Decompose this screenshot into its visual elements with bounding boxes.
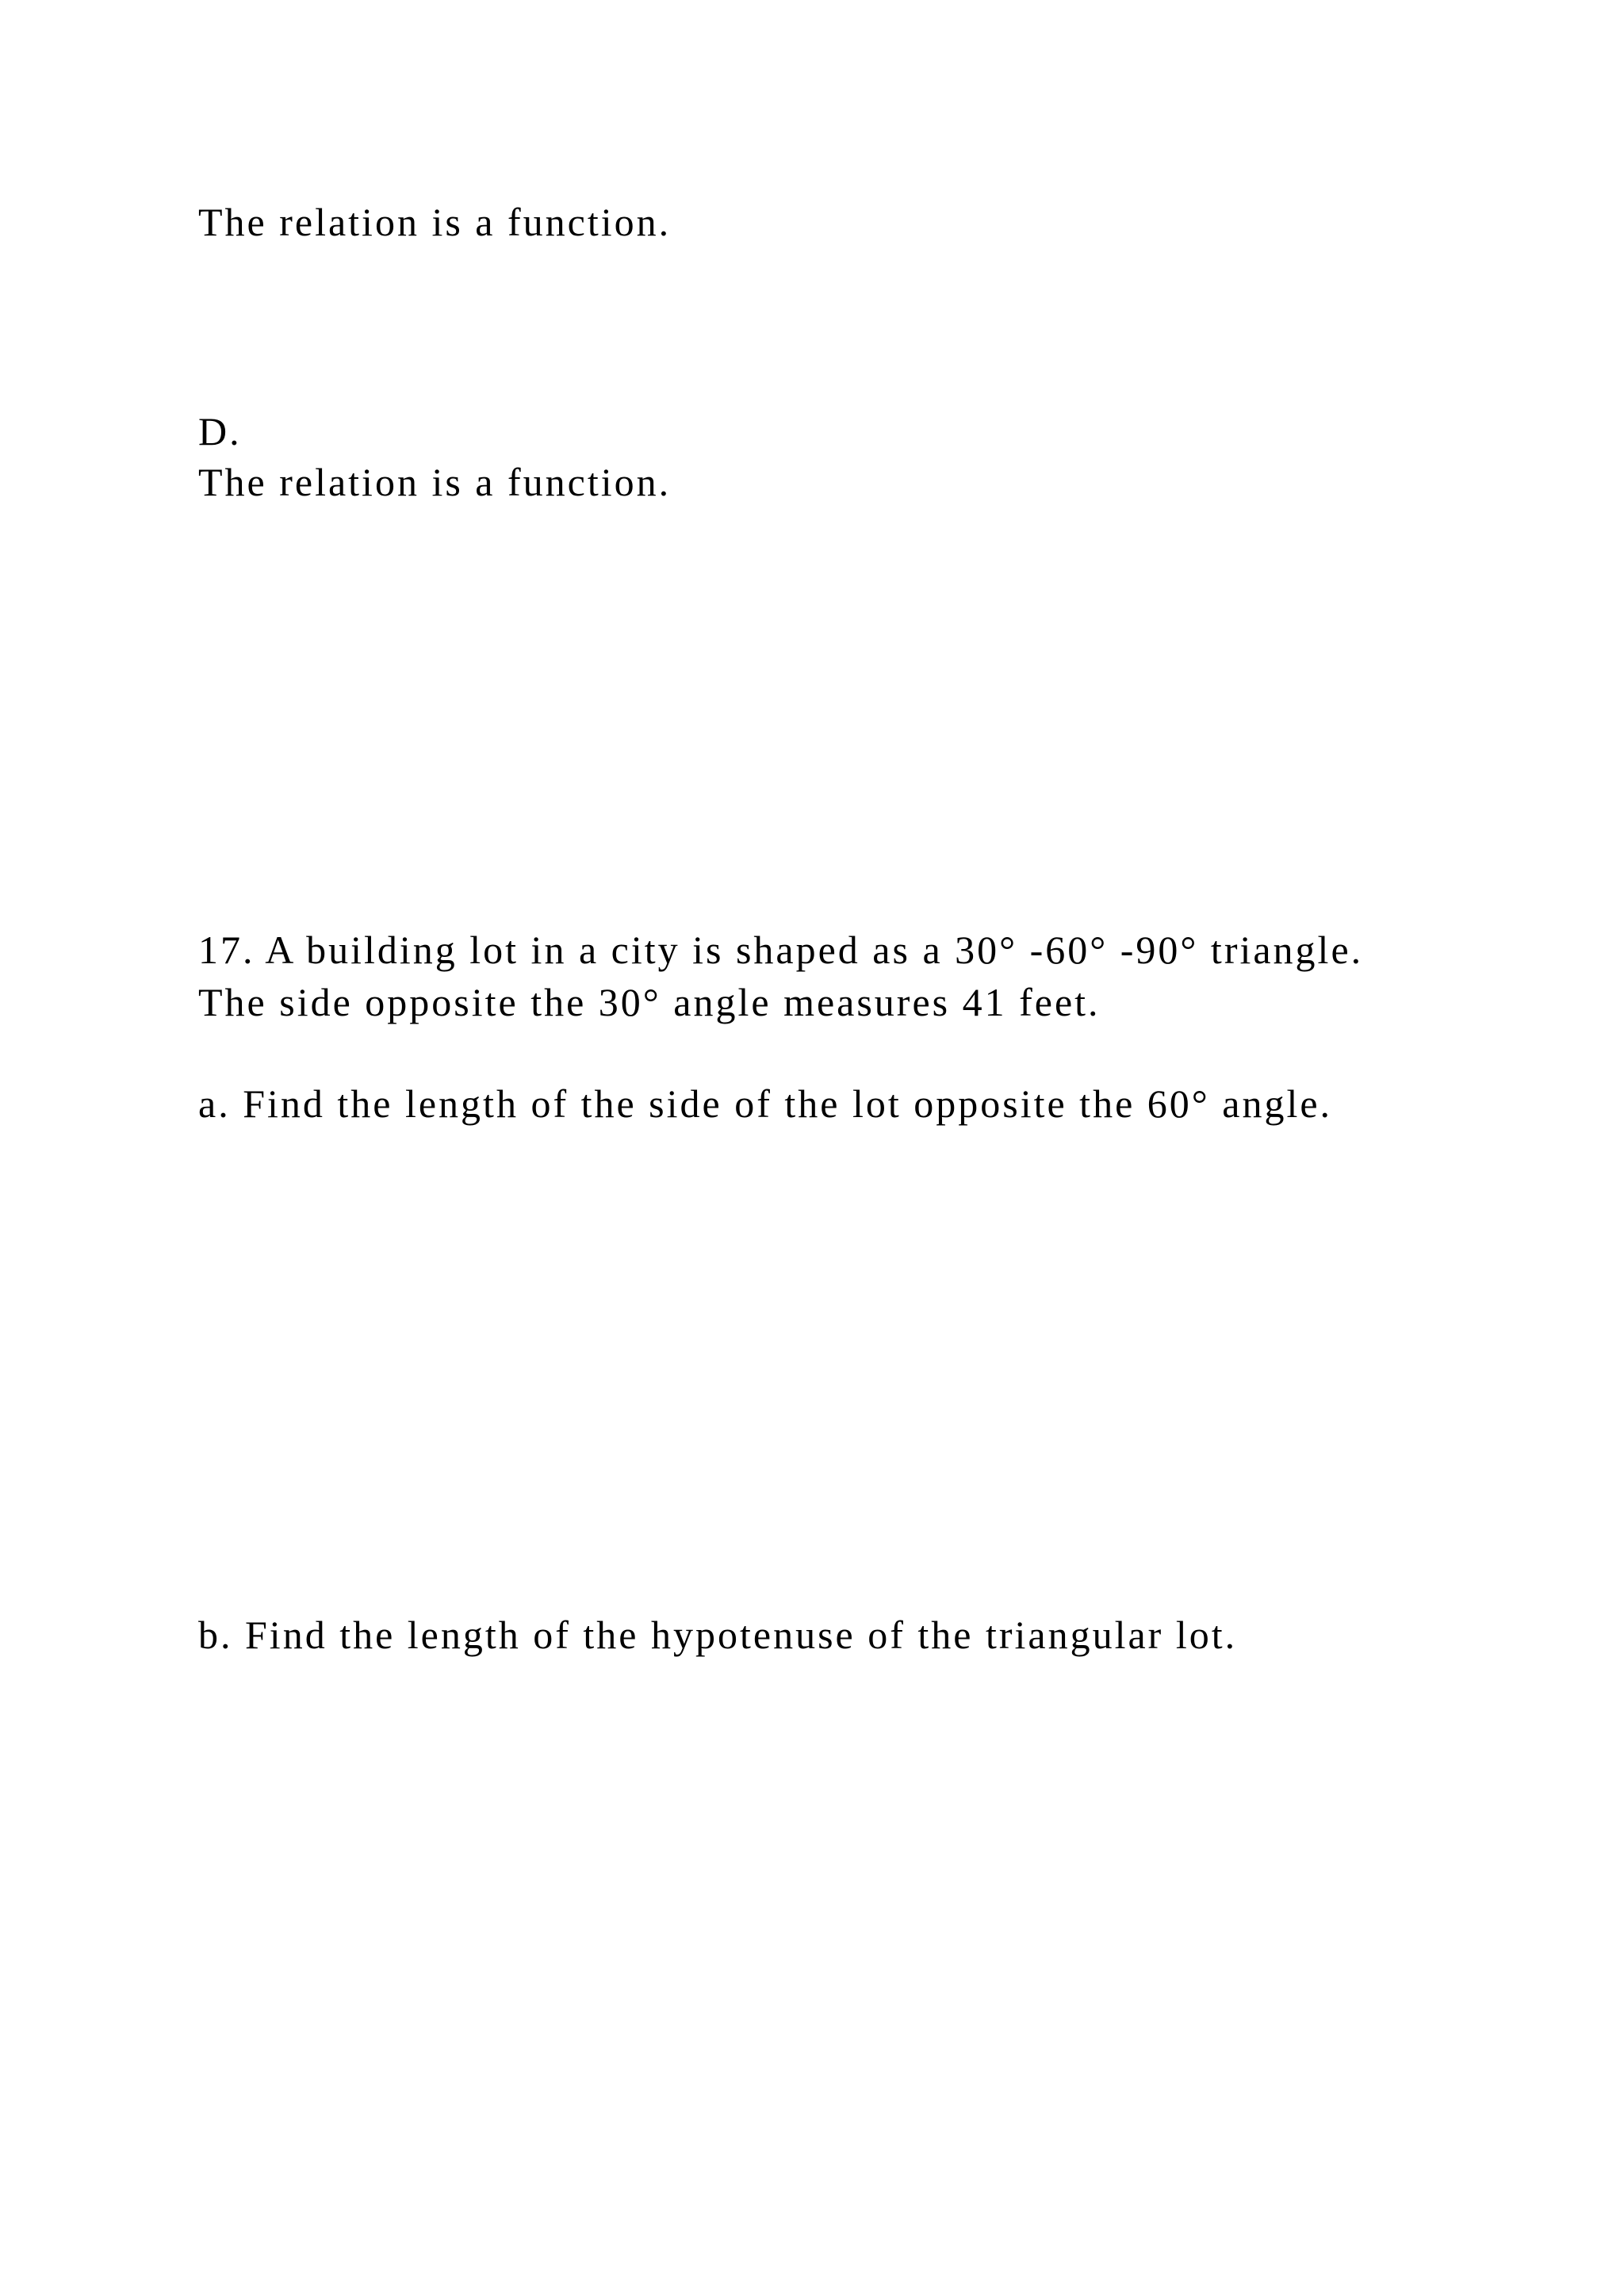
- option-d-label: D.: [198, 409, 242, 453]
- question-17-text-continued: The side opposite the 30° angle measures 41 feet.: [198, 980, 1101, 1024]
- question-17-part-b: b. Find the length of the hypotenuse of the triangular lot.: [198, 1613, 1238, 1657]
- answer-statement-text: The relation is a function.: [198, 200, 672, 244]
- question-17-part-a: a. Find the length of the side of the lot opposite the 60° angle.: [198, 1081, 1333, 1126]
- question-17-text: 17. A building lot in a city is shaped as a 30° -60° -90° triangle.: [198, 928, 1364, 972]
- option-d-text: The relation is a function.: [198, 460, 672, 504]
